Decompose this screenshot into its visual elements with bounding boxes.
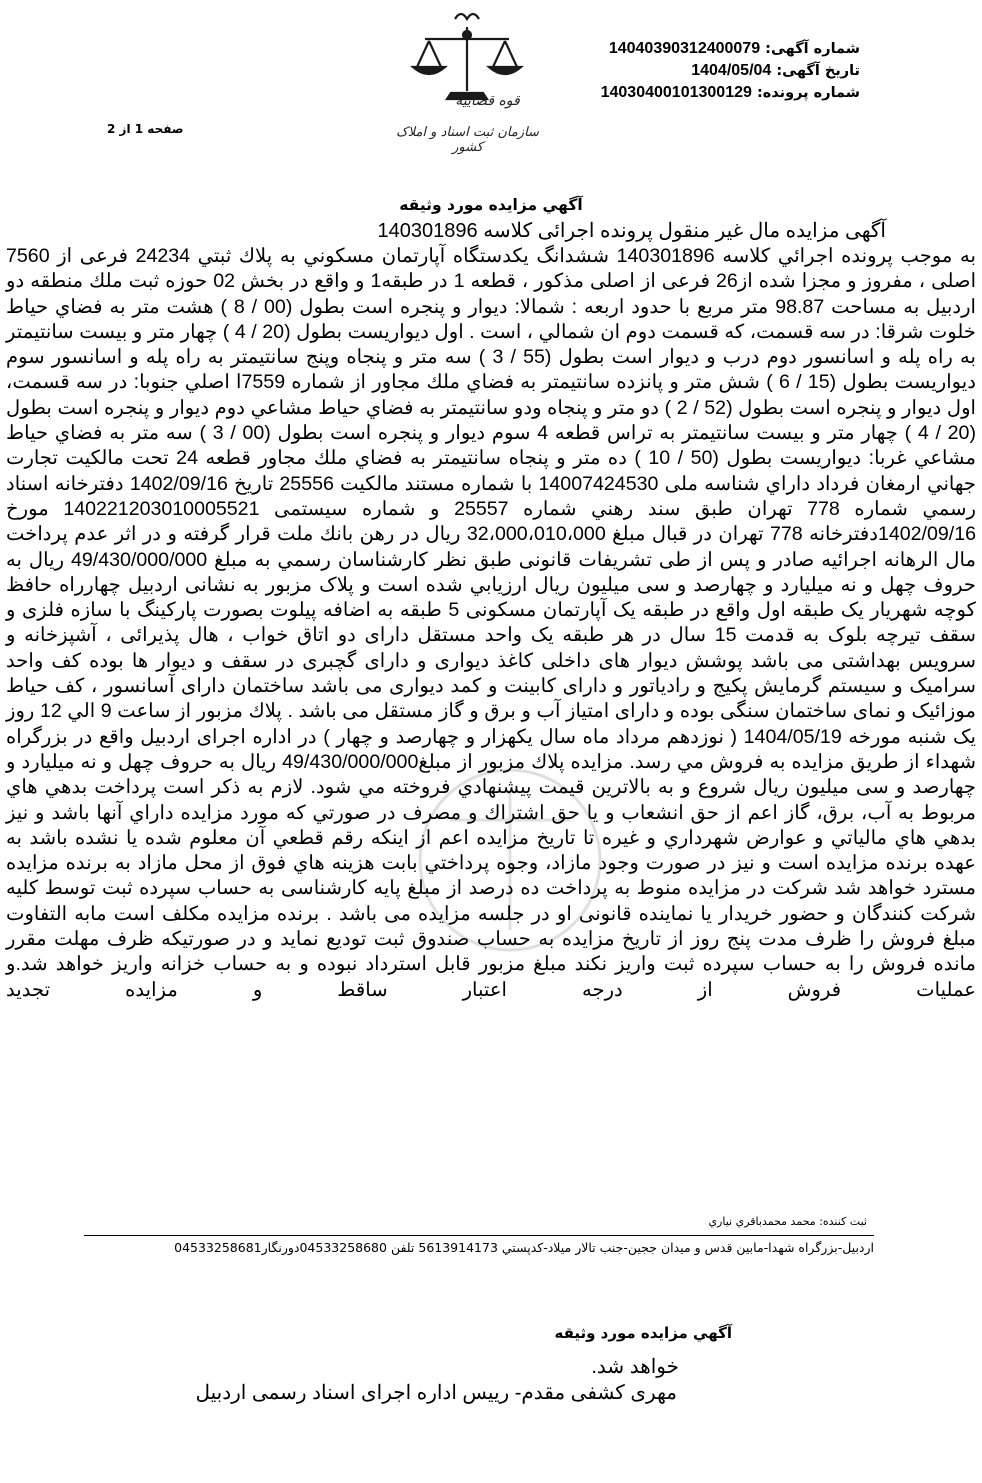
footer-continuation: خواهد شد. <box>591 1356 679 1378</box>
ad-date-label: تاریخ آگهی: <box>776 63 860 79</box>
ad-number: 14040390312400079 <box>608 40 761 57</box>
case-number-row <box>601 82 860 104</box>
notice-body-paragraph: به موجب پرونده اجرائي كلاسه 140301896 ششدانگ يكدستگاه آپارتمان مسكوني به پلاك ثبتي 24234 فرعی از 7560 اصلی ، مفروز و مجزا شده از26 فرعی از اصلی مذکور ، قطعه 1 در طبقه1 و واقع در بخش 02 حوزه ثبت ملك منطقه دو اردبيل به مساحت 98.87 متر مربع با حدود اربعه : شمالا: ديوار و پنجره است بطول (00 / 8 ) هشت متر به فضاي حياط خلوت شرقا: در سه قسمت، كه قسمت دوم ان شمالي ، است . اول ديواريست بطول (20 / 4 ) چهار متر و بيست سانتيمتر به راه پله و اسانسور دوم درب و ديوار است بطول (55 / 3 ) سه متر و پنجاه وپنج سانتيمتر به راه پله و اسانسور سوم ديواريست بطول (15 / 6 ) شش متر و پانزده سانتيمتر به فضاي ملك مجاور از شماره 7559ا اصلي جنوبا: در سه قسمت، اول ديوار و پنجره است بطول (52 / 2 ) دو متر و پنجاه ودو سانتيمتر به فضاي حياط مشاعي دوم ديوار و پنجره است بطول (20 / 4 ) چهار متر و بيست سانتيمتر به تراس قطعه 4 سوم ديوار و پنجره است بطول (00 / 3 ) سه متر به فضاي حياط مشاعي غربا: ديواريست بطول (50 / 10 ) ده متر و پنجاه سانتيمتر به فضاي ملك مجاور قطعه 24 تحت مالكيت تجارت جهاني ارمغان فرداد داراي شناسه ملی 14007424530 با شماره مستند مالکیت 25556 تاريخ 1402/09/16 دفترخانه اسناد رسمي شماره 778 تهران طبق سند رهني شماره 25557 و شماره سيستمی 140221203010005521 مورخ 1402/09/16دفترخانه 778 تهران در قبال مبلغ 32،000،010،000 ريال در رهن بانك ملت قرار گرفته و در اثر عدم پرداخت مال الرهانه اجرائيه صادر و پس از طی تشريفات قانونی طبق نظر كارشناسان رسمي به مبلغ 49/430/000/000 ريال به حروف چهل و نه ميليارد و چهارصد و سی ميليون ريال ارزيابي شده است و پلاک مزبور به نشانی اردبیل چهارراه حافظ کوچه شهریار یک طبقه اول واقع در طبقه یک آپارتمان مسکونی 5 طبقه به اضافه پیلوت بصورت پارکینگ با سازه فلزی و سقف تیرچه بلوک به قدمت 15 سال در هر طبقه یک واحد مستقل دارای دو اتاق خواب ، هال پذیرائی ، آشپزخانه و سرویس بهداشتی می باشد پوشش دیوار های داخلی کاغذ دیواری و دارای گچبری در سقف و دیوار ها بوده کف واحد سرامیک و سیستم گرمایش پکیج و رادیاتور و دارای کابینت و کمد دیواری می باشد ساختمان دارای آسانسور ، کف حیاط موزائیک و نمای ساختمان سنگی بوده و دارای امتیاز آب و برق و گاز مستقل می باشد . پلاك مزبور از ساعت 9 الي 12 روز یک شنبه مورخه 1404/05/19 ( نوزدهم مرداد ماه سال یکهزار و چهارصد و چهار ) در اداره اجرای اردبیل واقع در بزرگراه شهداء از طريق مزايده به فروش مي رسد. مزايده پلاك مزبور از مبلغ49/430/000/000 ريال به حروف چهل و نه ميليارد و چهارصد و سی ميليون ريال شروع و به بالاترين قيمت پيشنهادي فروخته مي شود. لازم به ذكر است پرداخت بدهي هاي مربوط به آب، برق، گاز اعم از حق انشعاب و يا حق اشتراك و مصرف در صورتي كه مورد مزايده داراي آنها باشد و نيز بدهي هاي مالياتي و عوارض شهرداري و غيره تا تاريخ مزايده اعم از اينكه رقم قطعي آن معلوم شده يا نشده باشد به عهده برنده مزايده است و نيز در صورت وجود مازاد، وجوه پرداختي بابت هزينه هاي فوق از محل مازاد به برنده مزايده مسترد خواهد شد شرکت در مزایده منوط به پرداخت ده درصد از مبلغ پایه کارشناسی به حساب سپرده ثبت توسط کلیه شرکت کنندگان و حضور خریدار یا نماینده قانونی او در جلسه مزایده می باشد . برنده مزایده مکلف است مابه التفاوت مبلغ فروش را ظرف مدت پنج روز از تاریخ مزایده به حساب صندوق ثبت تودیع نماید و در صورتیکه ظرف مهلت مقرر مانده فروش را به حساب سپرده ثبت واریز نکند مبلغ مزبور قابل استرداد نبوده و به حساب خزانه واریز خواهد شد.و عملیات فروش از درجه اعتبار ساقط و مزایده تجدید <box>6 245 977 1001</box>
notice-title: آگهي مزايده مورد وثيقه <box>399 196 583 214</box>
registrar-label: ثبت کننده: <box>819 1215 867 1228</box>
judiciary-emblem <box>385 5 550 160</box>
footer-title: آگهي مزايده مورد وثيقه <box>554 1324 732 1342</box>
footer-signatory: مهری کشفی مقدم- ریيس اداره اجرای اسناد رسمی اردبیل <box>195 1382 677 1404</box>
ad-number-row <box>601 38 860 60</box>
office-address: اردبيل-بزرگراه شهدا-مابين قدس و ميدان ججين-جنب تالار ميلاد-كدپستي 5613914173 تلفن 04533258680دورنگار04533258681 <box>174 1240 874 1255</box>
notice-body <box>6 244 976 1003</box>
registrar-name: محمد محمدباقري نياري <box>708 1215 816 1228</box>
notice-meta <box>601 38 860 104</box>
case-number: 14030400101300129 <box>600 84 752 101</box>
ad-number-label: شماره آگهی: <box>765 41 860 57</box>
registrar <box>708 1215 867 1228</box>
emblem-caption-judiciary: قوه قضاییه <box>455 93 520 109</box>
notice-subtitle: آگهی مزایده مال غیر منقول پرونده اجرائی کلاسه 140301896 <box>377 220 886 242</box>
case-number-label: شماره پرونده: <box>756 85 860 101</box>
divider <box>84 1235 874 1236</box>
emblem-caption-organization: سازمان ثبت اسناد و املاک کشور <box>396 125 539 155</box>
ad-date-row <box>601 60 860 82</box>
ad-date: 1404/05/04 <box>691 62 772 79</box>
scales-of-justice-icon <box>385 5 550 105</box>
page-indicator: صفحه 1 از 2 <box>107 122 184 136</box>
